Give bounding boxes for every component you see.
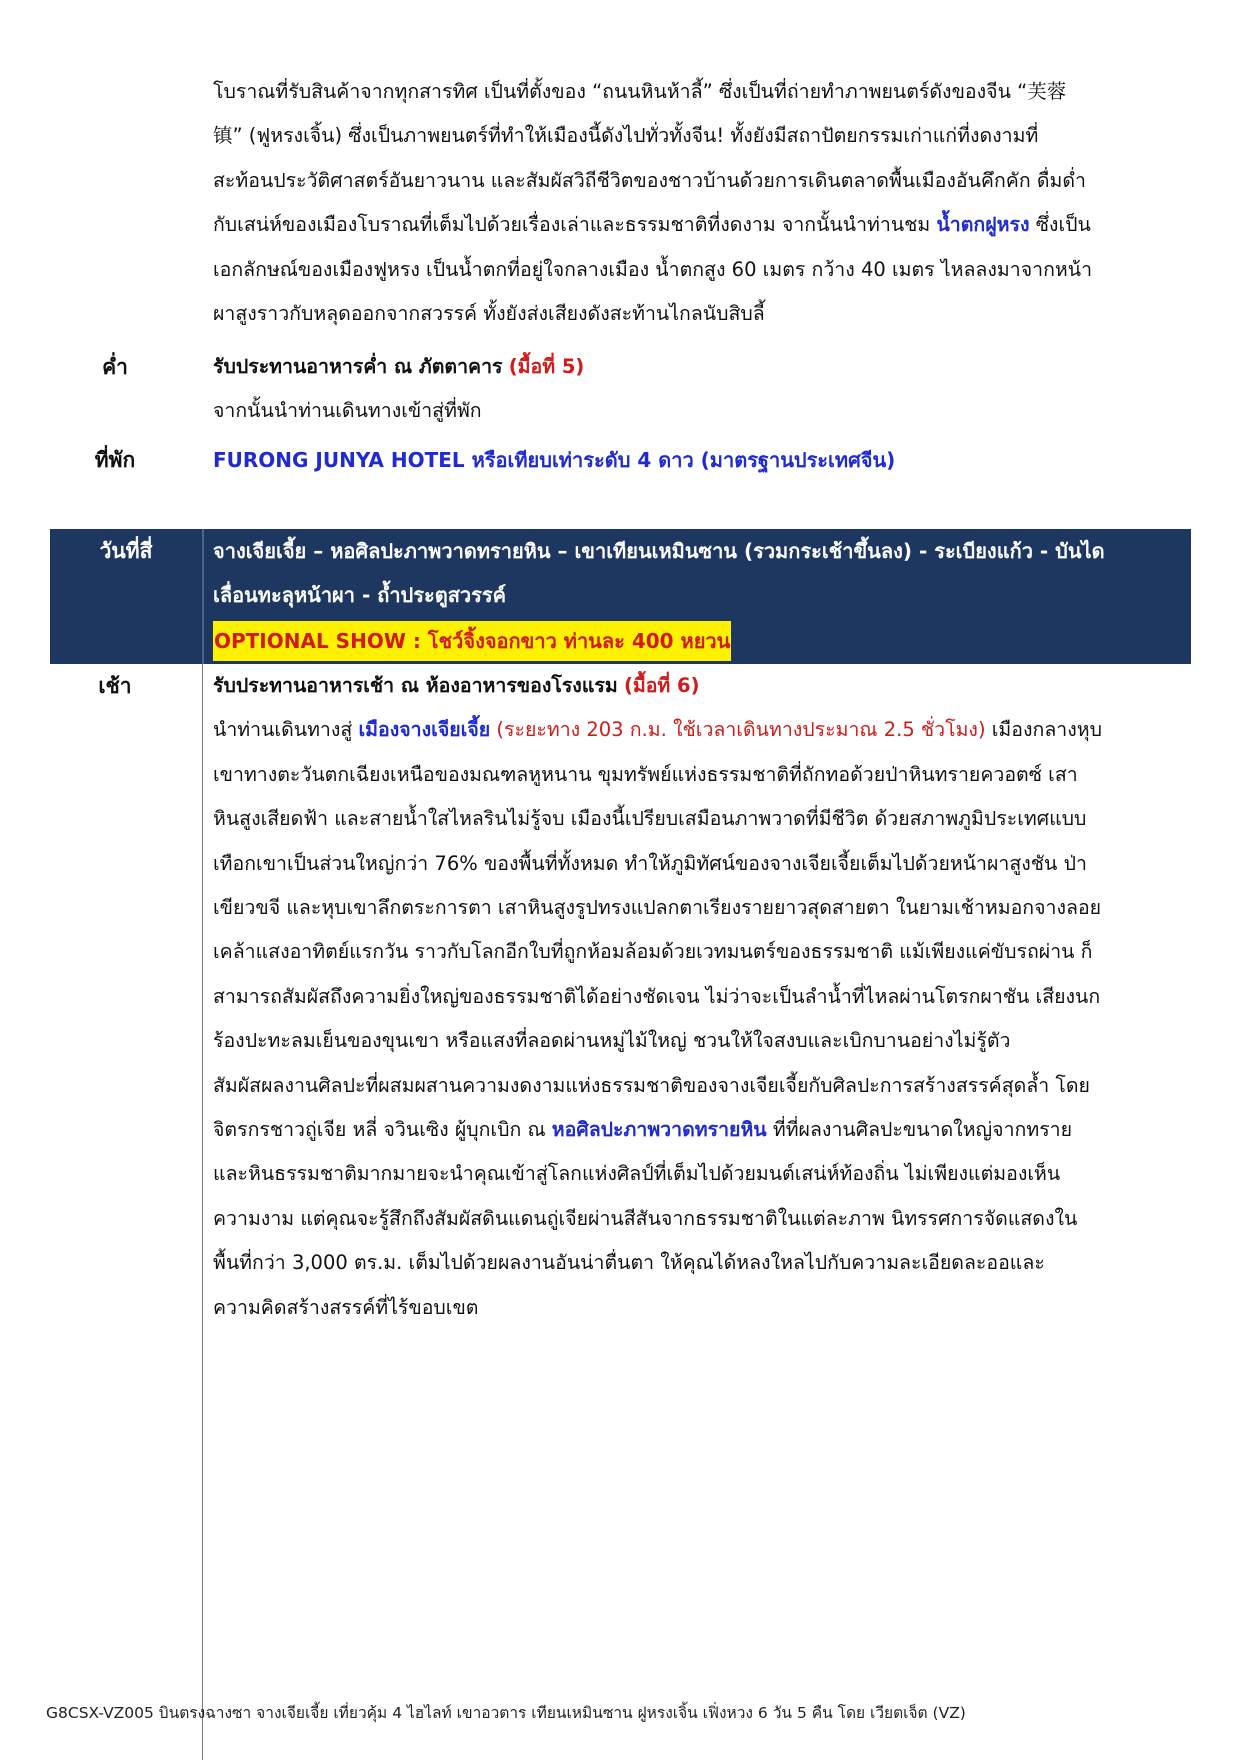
paragraph-text: เมืองกลางหุบ: [985, 718, 1102, 742]
paragraph-text: ซึ่งเป็น: [1029, 213, 1091, 237]
paragraph-line: ความงาม แต่คุณจะรู้สึกถึงสัมผัสดินแดนถู่เจียผ่านสีสันจากธรรมชาติในแต่ละภาพ นิทรรศการจัดแสดงใน: [213, 1206, 1078, 1230]
paragraph-text: จิตรกรชาวถู่เจีย หลี่ จวินเซิง ผู้บุกเบิก ณ: [213, 1118, 552, 1142]
city-name: เมืองจางเจียเจี้ย: [358, 718, 491, 742]
day-label: วันที่สี่: [99, 539, 153, 563]
dinner-block: [213, 345, 1183, 434]
gallery-name: หอศิลปะภาพวาดทรายหิน: [551, 1118, 767, 1142]
day4-paragraph: [213, 664, 1183, 1330]
travel-distance: (ระยะทาง 203 ก.ม. ใช้เวลาเดินทางประมาณ 2.5 ชั่วโมง): [490, 718, 986, 742]
paragraph-line: เคล้าแสงอาทิตย์แรกวัน ราวกับโลกอีกใบที่ถูกห้อมล้อมด้วยเวทมนตร์ของธรรมชาติ แม้เพียงแค่ขับรถผ่าน ก็: [213, 940, 1093, 964]
hotel-label: ที่พัก: [94, 448, 136, 472]
dinner-label: ค่ำ: [102, 355, 128, 379]
day-title-line: เลื่อนทะลุหน้าผา - ถ้ำประตูสวรรค์: [213, 583, 507, 607]
paragraph-line: เขียวขจี และหุบเขาลึกตระการตา เสาหินสูงรูปทรงแปลกตาเรียงรายยาวสุดสายตา ในยามเช้าหมอกจางลอย: [213, 896, 1102, 920]
hotel-name: FURONG JUNYA HOTEL หรือเทียบเท่าระดับ 4 ดาว (มาตรฐานประเทศจีน): [213, 448, 896, 472]
intro-paragraph: [213, 70, 1183, 336]
paragraph-line: 镇” (ฟูหรงเจิ้น) ซึ่งเป็นภาพยนตร์ที่ทำให้เมืองนี้ดังไปทั่วทั้งจีน! ทั้งยังมีสถาปัตยกรรมเก่าแก่ที่งดงามที่: [213, 124, 1039, 148]
breakfast-text: รับประทานอาหารเช้า ณ ห้องอาหารของโรงแรม: [213, 674, 618, 697]
paragraph-line: [213, 203, 1183, 247]
paragraph-line: สัมผัสผลงานศิลปะที่ผสมผสานความงดงามแห่งธรรมชาติของจางเจียเจี้ยกับศิลปะการสร้างสรรค์สุดล้ำ โดย: [213, 1073, 1090, 1097]
dinner-line: [213, 345, 1183, 389]
day-banner: [50, 529, 1191, 664]
breakfast-label: เช้า: [98, 674, 132, 698]
waterfall-name: น้ำตกฝูหรง: [936, 213, 1030, 237]
paragraph-line: หินสูงเสียดฟ้า และสายน้ำใสไหลรินไม่รู้จบ เมืองนี้เปรียบเสมือนภาพวาดที่มีชีวิต ด้วยสภาพภูมิประเทศแบบ: [213, 807, 1087, 831]
paragraph-line: โบราณที่รับสินค้าจากทุกสารทิศ เป็นที่ตั้งของ “ถนนหินห้าลี้” ซึ่งเป็นที่ถ่ายทำภาพยนตร์ดังของจีน “芙蓉: [213, 80, 1067, 103]
paragraph-line: เทือกเขาเป็นส่วนใหญ่กว่า 76% ของพื้นที่ทั้งหมด ทำให้ภูมิทัศน์ของจางเจียเจี้ยเต็มไปด้วยหน้าผาสูงชัน ป่า: [213, 851, 1087, 875]
paragraph-line: เอกลักษณ์ของเมืองฟูหรง เป็นน้ำตกที่อยู่ใจกลางเมือง น้ำตกสูง 60 เมตร กว้าง 40 เมตร ไหลลงมาจากหน้า: [213, 257, 1093, 281]
paragraph-line: พื้นที่กว่า 3,000 ตร.ม. เต็มไปด้วยผลงานอันน่าตื่นตา ให้คุณได้หลงใหลไปกับความละเอียดละออและ: [213, 1251, 1045, 1275]
paragraph-line: สะท้อนประวัติศาสตร์อันยาวนาน และสัมผัสวิถีชีวิตของชาวบ้านด้วยการเดินตลาดพื้นเมืองอันคึกคัก ดื่มด่ำ: [213, 168, 1086, 192]
paragraph-line: [213, 708, 1183, 752]
paragraph-line: [213, 1108, 1183, 1152]
paragraph-text: นำท่านเดินทางสู่: [213, 718, 359, 742]
day-title-line: จางเจียเจี้ย – หอศิลปะภาพวาดทรายหิน – เขาเทียนเหมินซาน (รวมกระเช้าขึ้นลง) - ระเบียงแก้ว - บันได: [213, 539, 1105, 563]
optional-show: OPTIONAL SHOW : โชว์จิ้งจอกขาว ท่านละ 400 หยวน: [213, 621, 731, 661]
dinner-after: จากนั้นนำท่านเดินทางเข้าสู่ที่พัก: [213, 399, 482, 423]
paragraph-text: กับเสน่ห์ของเมืองโบราณที่เต็มไปด้วยเรื่องเล่าและธรรมชาติที่งดงาม จากนั้นนำท่านชม: [213, 213, 931, 237]
page-footer: G8CSX-VZ005 บินตรงฉางซา จางเจียเจี้ย เที่ยวคุ้ม 4 ไฮไลท์ เขาอวตาร เทียนเหมินซาน ฝูหรงเจิ้น เฟิ่งหวง 6 วัน 5 คืน โดย เวียตเจ็ต (VZ): [46, 1704, 966, 1722]
meal-number: (มื้อที่ 5): [508, 355, 585, 378]
paragraph-line: ความคิดสร้างสรรค์ที่ไร้ขอบเขต: [213, 1295, 479, 1319]
day-title: [213, 529, 1183, 617]
column-rule: [202, 664, 203, 1760]
paragraph-line: ผาสูงราวกับหลุดออกจากสวรรค์ ทั้งยังส่งเสียงดังสะท้านไกลนับสิบลี้: [213, 302, 765, 326]
breakfast-line: [213, 664, 1183, 708]
meal-number: (มื้อที่ 6): [623, 674, 700, 697]
paragraph-text: ที่ที่ผลงานศิลปะขนาดใหญ่จากทราย: [766, 1118, 1073, 1142]
dinner-text: รับประทานอาหารค่ำ ณ ภัตตาคาร: [213, 355, 503, 378]
paragraph-line: ร้องปะทะลมเย็นของขุนเขา หรือแสงที่ลอดผ่านหมู่ไม้ใหญ่ ชวนให้ใจสงบและเบิกบานอย่างไม่รู้ตัว: [213, 1029, 1011, 1053]
paragraph-line: และหินธรรมชาติมากมายจะนำคุณเข้าสู่โลกแห่งศิลป์ที่เต็มไปด้วยมนต์เสน่ห์ท้องถิ่น ไม่เพียงแต่มองเห็น: [213, 1162, 1061, 1186]
banner-divider: [202, 529, 204, 664]
paragraph-line: สามารถสัมผัสถึงความยิ่งใหญ่ของธรรมชาติได้อย่างชัดเจน ไม่ว่าจะเป็นลำน้ำที่ไหลผ่านโตรกผาชัน เสียงนก: [213, 984, 1101, 1008]
paragraph-line: เขาทางตะวันตกเฉียงเหนือของมณฑลหูหนาน ขุมทรัพย์แห่งธรรมชาติที่ถักทอด้วยป่าหินทรายควอตซ์ เสา: [213, 762, 1078, 786]
